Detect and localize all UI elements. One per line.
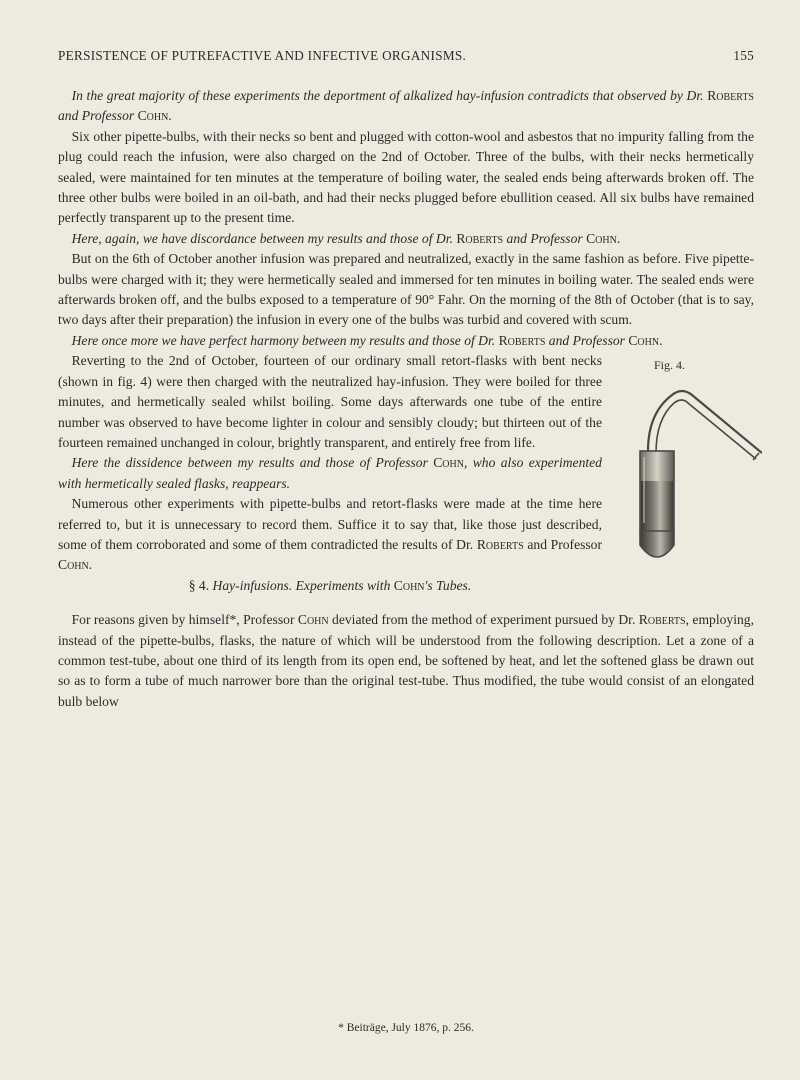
section-title: Hay-infusions. Experiments with bbox=[212, 577, 391, 593]
body-text bbox=[58, 86, 754, 712]
paragraph-2: Six other pipette-bulbs, with their necks so bent and plugged with cotton-wool and asbestos that no impurity falling from the plug could reach the infusion, were also charged on the 2nd of October. Three of the bulbs, with their necks hermetically sealed, were maintained for ten minutes at the temperature of boiling water, the sealed ends being afterwards broken off. The three other bulbs were boiled in an oil-bath, and had their necks plugged before ebullition ceased. All six bulbs have remained perfectly transparent up to the present time. bbox=[58, 128, 754, 226]
figure-4 bbox=[612, 355, 762, 585]
paragraph-5: Here once more we have perfect harmony between my results and those of Dr. Roberts and Professor Cohn. bbox=[71, 332, 663, 348]
page-number: 155 bbox=[733, 48, 754, 63]
author-name: Cohn bbox=[586, 230, 617, 246]
author-name: Cohn bbox=[393, 577, 425, 593]
figure-label: Fig. 4. bbox=[654, 358, 686, 373]
author-name: Cohn bbox=[433, 455, 464, 471]
author-name: Cohn bbox=[297, 612, 329, 628]
running-header bbox=[58, 48, 754, 68]
paragraph-3: Here, again, we have discordance between my results and those of Dr. Roberts and Professor Cohn. bbox=[71, 230, 621, 246]
author-name: Roberts bbox=[638, 612, 686, 628]
author-name: Roberts bbox=[456, 230, 504, 246]
section-number: § 4. bbox=[188, 577, 210, 593]
footnote: * Beiträge, July 1876, p. 256. bbox=[338, 1022, 474, 1034]
author-name: Roberts bbox=[707, 88, 754, 103]
author-name: Roberts bbox=[498, 332, 546, 348]
header-title: PERSISTENCE OF PUTREFACTIVE AND INFECTIVE ORGANISMS. bbox=[58, 48, 467, 63]
author-name: Cohn bbox=[137, 108, 169, 124]
paragraph-8: Numerous other experiments with pipette-bulbs and retort-flasks were made at the time here referred to, but it is unnecessary to record them. Suffice it to say that, like those just described, some of them corroborated and some of them contradicted the results of Dr. Roberts and Professor Cohn. bbox=[58, 496, 603, 573]
author-name: Roberts bbox=[476, 536, 524, 552]
author-name: Cohn bbox=[628, 332, 660, 348]
retort-flask-illustration bbox=[612, 373, 762, 583]
paragraph-7: Here the dissidence between my results and those of Professor Cohn, who also experimented with hermetically sealed flasks, reappears. bbox=[58, 455, 602, 491]
section-heading: § 4. Hay-infusions. Experiments with Cohn's Tubes. bbox=[188, 577, 472, 593]
paragraph-6: Reverting to the 2nd of October, fourteen of our ordinary small retort-flasks with bent necks (shown in fig. 4) were then charged with the neutralized hay-infusion. They were boiled for three minutes, and hermetically sealed whilst boiling. Some days afterwards one tube of the entire number was observed to have become lighter in colour and sensibly cloudy; but thirteen out of the fourteen remained unchanged in colour, brightly transparent, and entirely free from life. bbox=[58, 353, 602, 450]
paragraph-4: But on the 6th of October another infusion was prepared and neutralized, exactly in the same fashion as before. Five pipette-bulbs were charged with it; they were hermetically sealed and immersed for ten minutes in boiling water. The sealed ends were afterwards broken off, and the bulbs exposed to a temperature of 90° Fahr. On the morning of the 8th of October (that is to say, two days after their preparation) the infusion in every one of the bulbs was turbid and covered with scum. bbox=[58, 251, 754, 328]
author-name: Cohn bbox=[58, 557, 89, 573]
paragraph-9: For reasons given by himself*, Professor Cohn deviated from the method of experiment pursued by Dr. Roberts, employing, instead of the pipette-bulbs, flasks, the nature of which will be understood from the following description. Let a zone of a common test-tube, about one third of its length from its open end, be softened by heat, and let the softened glass be drawn out so as to form a tube of much narrower bore than the original test-tube. Thus modified, the tube would consist of an elongated bulb below bbox=[58, 612, 754, 709]
paragraph-1: In the great majority of these experiments the deportment of alkalized hay-infusion contradicts that observed by Dr. Roberts and Professor Cohn. bbox=[58, 88, 754, 124]
